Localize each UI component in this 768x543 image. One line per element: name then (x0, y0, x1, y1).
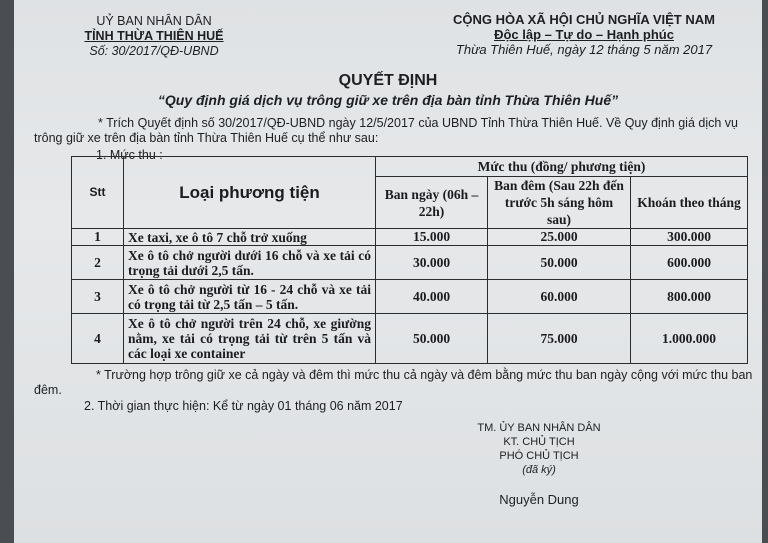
header-vehicle-type: Loại phương tiện (124, 157, 376, 229)
header-night: Ban đêm (Sau 22h đến trước 5h sáng hôm sau) (488, 177, 631, 229)
document-subtitle: “Quy định giá dịch vụ trông giữ xe trên địa bàn tỉnh Thừa Thiên Huế” (157, 92, 619, 108)
row-vehicle: Xe taxi, xe ô tô 7 chỗ trở xuống (124, 229, 376, 246)
row-night-fee: 25.000 (488, 229, 631, 246)
table-row (72, 280, 748, 314)
row-night-fee: 60.000 (488, 280, 631, 314)
issuer-line-2: TỈNH THỪA THIÊN HUẾ (84, 29, 224, 43)
national-header (434, 12, 734, 57)
document-title: QUYẾT ĐỊNH (338, 72, 438, 89)
row-day-fee: 30.000 (376, 246, 488, 280)
row-day-fee: 15.000 (376, 229, 488, 246)
document-number: Số: 30/2017/QĐ-UBND (89, 44, 219, 58)
row-monthly-fee: 300.000 (631, 229, 748, 246)
header-stt: Stt (72, 157, 124, 229)
table-row (72, 246, 748, 280)
row-day-fee: 40.000 (376, 280, 488, 314)
header-fee-group: Mức thu (đồng/ phương tiện) (376, 157, 748, 177)
footnote: * Trường hợp trông giữ xe cả ngày và đêm thì mức thu cả ngày và đêm bằng mức thu ban ngày cộng với mức thu ban đêm. (34, 368, 753, 397)
header-day: Ban ngày (06h – 22h) (376, 177, 488, 229)
notice-paper (14, 0, 762, 543)
issuer-line-1: UỶ BAN NHÂN DÂN (96, 14, 212, 28)
signature-line-1: TM. ỦY BAN NHÂN DÂN (477, 422, 601, 434)
row-stt: 2 (72, 246, 124, 280)
signature-block (414, 421, 664, 477)
issuer-header (54, 14, 254, 59)
national-title: CỘNG HÒA XÃ HỘI CHỦ NGHĨA VIỆT NAM (453, 12, 715, 27)
row-stt: 3 (72, 280, 124, 314)
row-vehicle: Xe ô tô chở người dưới 16 chỗ và xe tải có trọng tải dưới 2,5 tấn. (124, 246, 376, 280)
row-monthly-fee: 1.000.000 (631, 314, 748, 364)
signature-line-3: PHÓ CHỦ TỊCH (499, 450, 579, 462)
signature-signed-note: (đã ký) (522, 464, 556, 476)
signer-name: Nguyễn Dung (499, 492, 579, 507)
row-vehicle: Xe ô tô chở người trên 24 chỗ, xe giường nằm, xe tải có trọng tải từ trên 5 tấn và các loại xe container (124, 314, 376, 364)
row-night-fee: 75.000 (488, 314, 631, 364)
row-stt: 4 (72, 314, 124, 364)
section-2-effective-date: 2. Thời gian thực hiện: Kể từ ngày 01 tháng 06 năm 2017 (84, 399, 403, 413)
intro-paragraph: * Trích Quyết định số 30/2017/QĐ-UBND ngày 12/5/2017 của UBND Tỉnh Thừa Thiên Huế. Về Quy định giá dịch vụ trông giữ xe trên địa bàn tỉnh Thừa Thiên Huế cụ thể như sau: (34, 116, 738, 145)
row-day-fee: 50.000 (376, 314, 488, 364)
section-1-label: 1. Mức thu : (96, 148, 163, 162)
national-motto: Độc lập – Tự do – Hạnh phúc (494, 27, 674, 42)
signature-line-2: KT. CHỦ TỊCH (503, 436, 575, 448)
table-row (72, 314, 748, 364)
row-monthly-fee: 600.000 (631, 246, 748, 280)
table-row (72, 229, 748, 246)
row-stt: 1 (72, 229, 124, 246)
row-vehicle: Xe ô tô chở người từ 16 - 24 chỗ và xe tải có trọng tải từ 2,5 tấn – 5 tấn. (124, 280, 376, 314)
row-monthly-fee: 800.000 (631, 280, 748, 314)
header-monthly: Khoán theo tháng (631, 177, 748, 229)
place-date: Thừa Thiên Huế, ngày 12 tháng 5 năm 2017 (455, 42, 713, 57)
fee-table (71, 156, 748, 364)
row-night-fee: 50.000 (488, 246, 631, 280)
